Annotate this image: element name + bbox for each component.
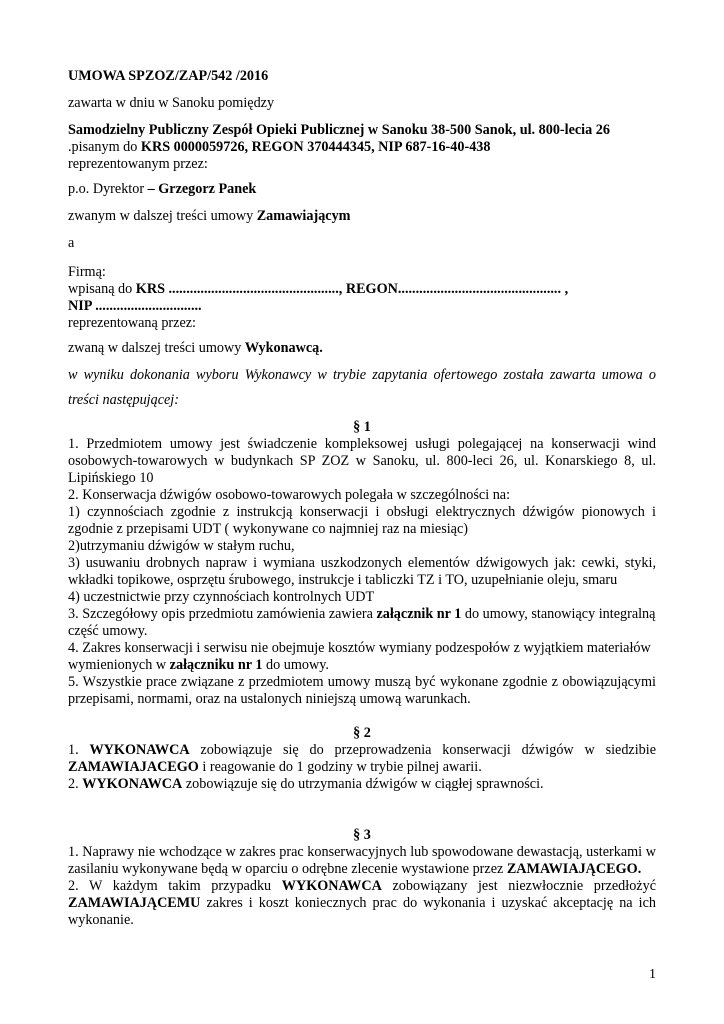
intro-paragraph: w wyniku dokonania wyboru Wykonawcy w trybie zapytania ofertowego została zawarta umowa o treści następującej:: [68, 367, 656, 408]
section1-point6: 4) uczestnictwie przy czynnościach kontrolnych UDT: [68, 589, 375, 605]
page-number: 1: [649, 967, 656, 982]
party1-director: p.o. Dyrektor – Grzegorz Panek: [68, 181, 257, 197]
section3-point2: 2. W każdym takim przypadku WYKONAWCA zobowiązany jest niezwłocznie przedłożyć ZAMAWIAJĄCEMU zakres i koszt koniecznych prac do wykonania i uzyskać akceptację na ich wykonanie.: [68, 878, 656, 928]
party2-nip: NIP ..............................: [68, 298, 202, 314]
section2-point1: 1. WYKONAWCA zobowiązuje się do przeprowadzenia konserwacji dźwigów w siedzibie ZAMAWIAJACEGO i reagowanie do 1 godziny w trybie pilnej awarii.: [68, 742, 657, 775]
section1-heading: § 1: [353, 419, 371, 435]
party1-name: Samodzielny Publiczny Zespół Opieki Publicznej w Sanoku 38-500 Sanok, ul. 800-lecia 26: [68, 122, 610, 138]
section1-point3: 1) czynnościach zgodnie z instrukcją konserwacji i obsługi elektrycznych dźwigów pionowych i zgodnie z przepisami UDT ( wykonywane co najmniej raz na miesiąc): [68, 504, 656, 537]
section1-point4: 2)utrzymaniu dźwigów w stałym ruchu,: [68, 538, 295, 554]
party2-firm: Firmą:: [68, 264, 106, 280]
party1-registration: .pisanym do KRS 0000059726, REGON 370444345, NIP 687-16-40-438: [68, 139, 491, 155]
party2-called: zwaną w dalszej treści umowy Wykonawcą.: [68, 340, 323, 356]
section1-point5: 3) usuwaniu drobnych napraw i wymiana uszkodzonych elementów dźwigowych jak: cewki, styki, wkładki topikowe, osprzętu śrubowego, instrukcje i tabliczki TZ i TO, uzupełnianie oleju, smaru: [68, 555, 656, 588]
contract-page: [68, 68, 656, 929]
section3-heading: § 3: [353, 827, 371, 843]
party1-represented: reprezentowanym przez:: [68, 156, 208, 172]
section2-heading: § 2: [353, 725, 371, 741]
party2-represented: reprezentowaną przez:: [68, 315, 196, 331]
concluded-line: zawarta w dniu w Sanoku pomiędzy: [68, 95, 275, 111]
section1-point7: 3. Szczegółowy opis przedmiotu zamówienia zawiera załącznik nr 1 do umowy, stanowiący integralną część umowy.: [68, 606, 656, 639]
conjunction: a: [68, 235, 75, 251]
section1-point9: 5. Wszystkie prace związane z przedmiotem umowy muszą być wykonane zgodnie z obowiązującymi przepisami, normami, oraz na ustalonych niniejszą umową warunkach.: [68, 674, 656, 707]
party2-registration: wpisaną do KRS ................................................, REGON.............................................. ,: [68, 281, 569, 297]
section2-point2: 2. WYKONAWCA zobowiązuje się do utrzymania dźwigów w ciągłej sprawności.: [68, 776, 544, 792]
section1-point8: 4. Zakres konserwacji i serwisu nie obejmuje kosztów wymiany podzespołów z wyjątkiem materiałów wymienionych w załączniku nr 1 do umowy.: [68, 640, 651, 673]
party1-called: zwanym w dalszej treści umowy Zamawiającym: [68, 208, 351, 224]
section1-point2: 2. Konserwacja dźwigów osobowo-towarowych polegała w szczególności na:: [68, 487, 511, 503]
contract-title: UMOWA SPZOZ/ZAP/542 /2016: [68, 68, 269, 84]
section3-point1: 1. Naprawy nie wchodzące w zakres prac konserwacyjnych lub spowodowane dewastacją, usterkami w zasilaniu wykonywane będą w oparciu o odrębne zlecenie wystawione przez ZAMAWIAJĄCEGO.: [68, 844, 656, 877]
section1-point1: 1. Przedmiotem umowy jest świadczenie kompleksowej usługi polegającej na konserwacji wind osobowych-towarowych w budynkach SP ZOZ w Sanoku, ul. 800-leci 26, ul. Konarskiego 8, ul. Lipińskiego 10: [68, 436, 656, 486]
